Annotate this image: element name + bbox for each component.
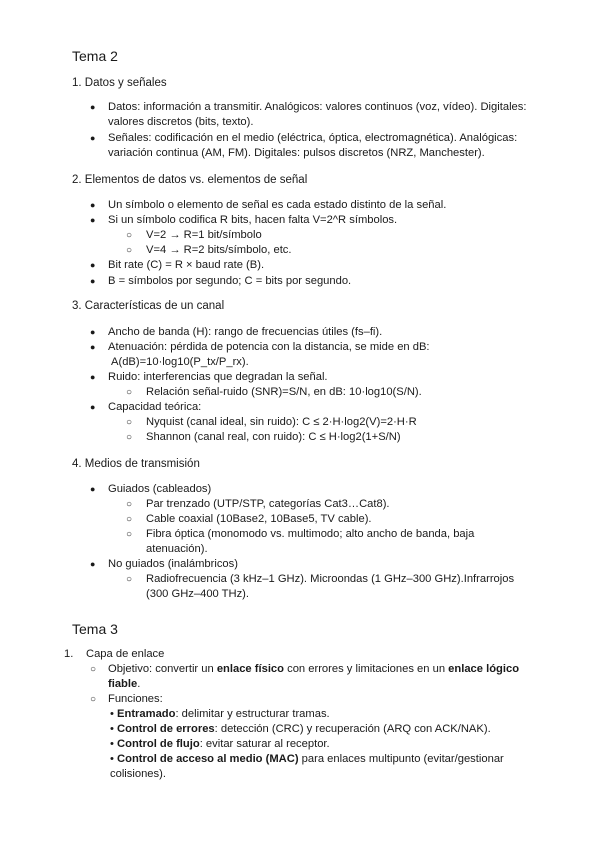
list-subitem: V=4 → R=2 bits/símbolo, etc. [146, 244, 292, 256]
list-item: Señales: codificación en el medio (eléctrica, óptica, electromagnética). Analógicas: variación continua (AM, FM). Digitales: pulsos discretos (NRZ, Manchester). [108, 132, 518, 159]
list-subitem: Radiofrecuencia (3 kHz–1 GHz). Microondas (1 GHz–300 GHz).Infrarrojos (300 GHz–400 THz). [146, 573, 515, 600]
bullet: ● [90, 402, 96, 412]
bullet: ● [90, 215, 96, 225]
bullet: ● [90, 559, 96, 569]
sub-bullet: ○ [126, 387, 133, 398]
list-subitem: Cable coaxial (10Base2, 10Base5, TV cable). [146, 513, 372, 525]
list-item: Capacidad teórica: [108, 401, 202, 413]
sub-bullet: ○ [126, 417, 133, 428]
list-subitem: Par trenzado (UTP/STP, categorías Cat3…Cat8). [146, 498, 390, 510]
list-item: B = símbolos por segundo; C = bits por segundo. [108, 275, 352, 287]
list-item: Si un símbolo codifica R bits, hacen falta V=2^R símbolos. [108, 214, 398, 226]
list-subitem: Relación señal-ruido (SNR)=S/N, en dB: 10·log10(S/N). [146, 386, 422, 398]
bullet: ● [90, 327, 96, 337]
sub-bullet: ○ [126, 529, 133, 540]
bullet: ● [90, 133, 96, 143]
tema3-title: Tema 3 [72, 621, 118, 637]
list-subitem: V=2 → R=1 bit/símbolo [146, 229, 262, 241]
list-subitem: Objetivo: convertir un enlace físico con errores y limitaciones en un enlace lógico fiable. [108, 663, 520, 690]
bullet: ● [90, 342, 96, 352]
list-item: Capa de enlace [86, 648, 165, 660]
list-item: Bit rate (C) = R × baud rate (B). [108, 259, 265, 271]
bullet: ● [90, 484, 96, 494]
list-item: Datos: información a transmitir. Analógicos: valores continuos (voz, vídeo). Digitales: valores discretos (bits, texto). [108, 101, 527, 128]
list-subitem: Shannon (canal real, con ruido): C ≤ H·log2(1+S/N) [146, 431, 401, 443]
list-item: • Control de flujo: evitar saturar al receptor. [110, 738, 330, 750]
list-item: Un símbolo o elemento de señal es cada estado distinto de la señal. [108, 199, 447, 211]
sub-bullet: ○ [126, 514, 133, 525]
bullet: ● [90, 102, 96, 112]
list-item: • Entramado: delimitar y estructurar tramas. [110, 708, 330, 720]
sub-bullet: ○ [90, 694, 97, 705]
sub-bullet: ○ [126, 499, 133, 510]
list-item: Ancho de banda (H): rango de frecuencias útiles (fs–fi). [108, 326, 383, 338]
sub-bullet: ○ [90, 664, 97, 675]
bullet: ● [90, 200, 96, 210]
tema2-title: Tema 2 [72, 48, 118, 64]
section-3-title: 3. Características de un canal [72, 300, 225, 312]
list-item: • Control de acceso al medio (MAC) para enlaces multipunto (evitar/gestionar colisiones). [110, 753, 504, 780]
list-item: Guiados (cableados) [108, 483, 212, 495]
list-item: No guiados (inalámbricos) [108, 558, 238, 570]
bullet: ● [90, 372, 96, 382]
bullet: ● [90, 260, 96, 270]
list-subitem: Nyquist (canal ideal, sin ruido): C ≤ 2·H·log2(V)=2·H·R [146, 416, 417, 428]
list-item: • Control de errores: detección (CRC) y recuperación (ARQ con ACK/NAK). [110, 723, 491, 735]
list-item: Atenuación: pérdida de potencia con la distancia, se mide en dB: A(dB)=10·log10(P_tx/P_rx). [108, 341, 430, 368]
list-number: 1. [64, 648, 74, 660]
section-4-title: 4. Medios de transmisión [72, 458, 200, 470]
list-item: Ruido: interferencias que degradan la señal. [108, 371, 328, 383]
sub-bullet: ○ [126, 245, 133, 256]
sub-bullet: ○ [126, 432, 133, 443]
list-subitem: Fibra óptica (monomodo vs. multimodo; alto ancho de banda, baja atenuación). [146, 528, 475, 555]
sub-bullet: ○ [126, 230, 133, 241]
bullet: ● [90, 276, 96, 286]
sub-bullet: ○ [126, 574, 133, 585]
list-subitem: Funciones: [108, 693, 163, 705]
section-1-title: 1. Datos y señales [72, 77, 167, 89]
section-2-title: 2. Elementos de datos vs. elementos de señal [72, 174, 308, 186]
